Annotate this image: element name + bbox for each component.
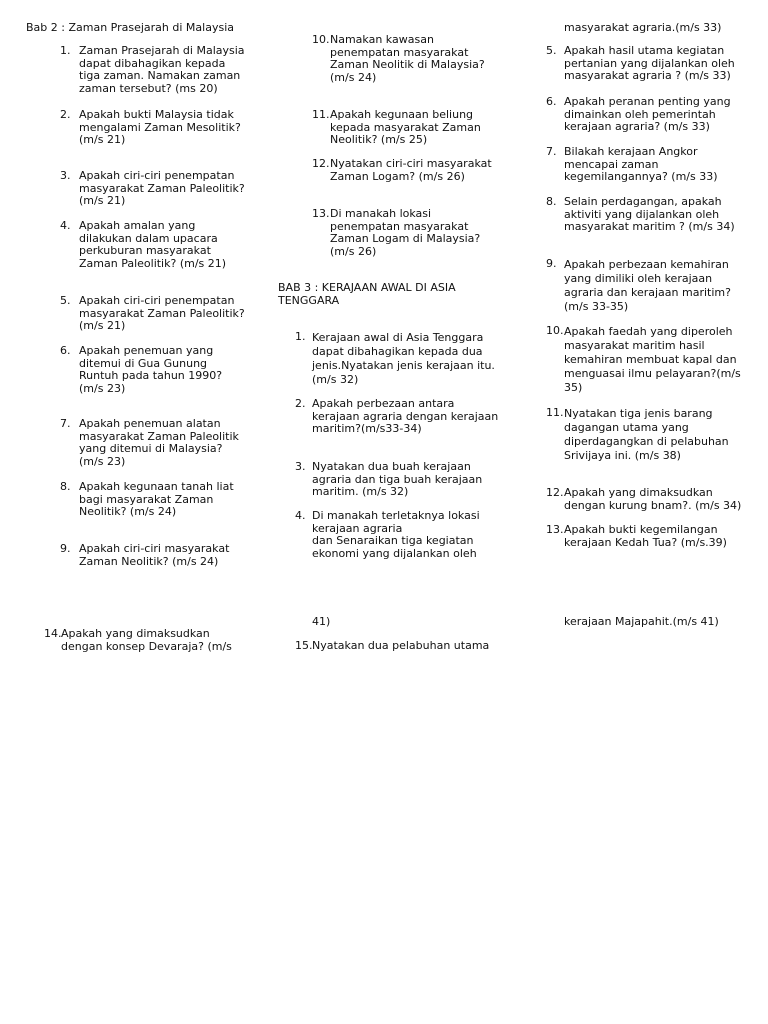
question-text: Apakah peranan penting yang dimainkan oleh pemerintah kerajaan agraria? (m/s 33) [564,95,731,134]
question-item [60,543,250,568]
question-item [546,45,756,83]
question-item [312,109,512,147]
question-number: 1. [295,330,306,343]
question-text: Apakah amalan yang dilakukan dalam upacara perkuburan masyarakat Zaman Paleolitik? (m/s 21) [79,219,227,270]
continuation-text: 41) [312,615,331,628]
question-item [312,208,512,258]
question-number: 3. [60,169,71,182]
question-item [546,96,756,134]
chapter-2-heading: Bab 2 : Zaman Prasejarah di Malaysia [26,21,234,34]
question-number: 2. [60,108,71,121]
question-number: 11. [546,406,564,419]
question-number: 4. [295,509,306,522]
question-text: Apakah yang dimaksudkan dengan konsep Devaraja? (m/s [61,627,232,653]
question-item [60,109,250,147]
question-text: Nyatakan ciri-ciri masyarakat Zaman Logam? (m/s 26) [330,157,492,183]
question-number: 7. [546,145,557,158]
question-text: Apakah penemuan alatan masyarakat Zaman Paleolitik yang ditemui di Malaysia? (m/s 23) [79,417,239,468]
question-number: 11. [312,108,330,121]
question-item [60,295,250,333]
question-text: Apakah hasil utama kegiatan pertanian yang dijalankan oleh masyarakat agraria ? (m/s 33) [564,44,735,83]
question-number: 3. [295,460,306,473]
question-text: Nyatakan dua pelabuhan utama [312,639,490,652]
question-item [546,325,756,395]
question-item [546,146,756,184]
question-item [312,158,512,183]
question-text: Di manakah terletaknya lokasi kerajaan agraria dan Senaraikan tiga kegiatan ekonomi yang dijalankan oleh [312,509,480,560]
question-text: Namakan kawasan penempatan masyarakat Zaman Neolitik di Malaysia? (m/s 24) [330,33,485,84]
question-text: Apakah perbezaan antara kerajaan agraria dengan kerajaan maritim?(m/s33-34) [312,397,499,436]
question-number: 6. [60,344,71,357]
question-number: 8. [546,195,557,208]
question-number: 14. [44,627,62,640]
question-number: 7. [60,417,71,430]
question-number: 10. [546,324,564,337]
question-item [295,510,505,560]
question-number: 13. [312,207,330,220]
question-item [60,45,250,95]
question-text: Apakah ciri-ciri penempatan masyarakat Zaman Paleolitik? (m/s 21) [79,169,245,208]
question-text: Apakah ciri-ciri masyarakat Zaman Neolitik? (m/s 24) [79,542,230,568]
question-item [60,220,250,270]
question-item [312,34,512,84]
question-item [295,461,505,499]
chapter-3-heading: BAB 3 : KERAJAAN AWAL DI ASIA TENGGARA [278,281,456,307]
question-text: Apakah ciri-ciri penempatan masyarakat Zaman Paleolitik? (m/s 21) [79,294,245,333]
question-item [295,331,505,387]
question-number: 9. [60,542,71,555]
question-text: Apakah perbezaan kemahiran yang dimiliki oleh kerajaan agraria dan kerajaan maritim? (m/s 33-35) [564,258,731,313]
question-text: Selain perdagangan, apakah aktiviti yang dijalankan oleh masyarakat maritim ? (m/s 34) [564,195,735,234]
question-number: 5. [546,44,557,57]
question-number: 12. [312,157,330,170]
question-number: 15. [295,639,313,652]
question-text: Nyatakan dua buah kerajaan agraria dan tiga buah kerajaan maritim. (m/s 32) [312,460,483,499]
question-text: Kerajaan awal di Asia Tenggara dapat dibahagikan kepada dua jenis.Nyatakan jenis kerajaan itu. (m/s 32) [312,331,495,386]
question-item [60,481,250,519]
question-number: 9. [546,257,557,270]
question-item [295,640,515,653]
question-item [546,196,756,234]
question-number: 13. [546,523,564,536]
question-item [546,258,756,314]
question-item [60,170,250,208]
question-text: Apakah kegunaan tanah liat bagi masyarakat Zaman Neolitik? (m/s 24) [79,480,234,519]
question-text: Zaman Prasejarah di Malaysia dapat dibahagikan kepada tiga zaman. Namakan zaman zaman tersebut? (ms 20) [79,44,245,95]
question-text: Nyatakan tiga jenis barang dagangan utama yang diperdagangkan di pelabuhan Srivijaya ini. (m/s 38) [564,407,729,462]
question-item [44,628,254,653]
question-number: 4. [60,219,71,232]
question-item [546,487,756,512]
question-text: Di manakah lokasi penempatan masyarakat Zaman Logam di Malaysia? (m/s 26) [330,207,481,258]
question-number: 5. [60,294,71,307]
question-text: Apakah yang dimaksudkan dengan kurung bnam?. (m/s 34) [564,486,742,512]
continuation-text: kerajaan Majapahit.(m/s 41) [564,615,719,628]
question-text: Apakah penemuan yang ditemui di Gua Gunung Runtuh pada tahun 1990? (m/s 23) [79,344,223,395]
question-text: Bilakah kerajaan Angkor mencapai zaman kegemilangannya? (m/s 33) [564,145,718,184]
question-number: 8. [60,480,71,493]
question-item [546,407,756,463]
question-number: 12. [546,486,564,499]
question-item [546,524,756,549]
question-text: Apakah faedah yang diperoleh masyarakat maritim hasil kemahiran membuat kapal dan menguasai ilmu pelayaran?(m/s 35) [564,325,741,394]
question-item [60,418,250,468]
question-text: Apakah bukti kegemilangan kerajaan Kedah Tua? (m/s.39) [564,523,727,549]
question-number: 6. [546,95,557,108]
question-number: 1. [60,44,71,57]
continuation-text: masyarakat agraria.(m/s 33) [564,21,722,34]
question-item [60,345,250,395]
question-item [295,398,505,436]
question-number: 2. [295,397,306,410]
question-number: 10. [312,33,330,46]
question-text: Apakah bukti Malaysia tidak mengalami Zaman Mesolitik? (m/s 21) [79,108,241,147]
question-text: Apakah kegunaan beliung kepada masyarakat Zaman Neolitik? (m/s 25) [330,108,481,147]
